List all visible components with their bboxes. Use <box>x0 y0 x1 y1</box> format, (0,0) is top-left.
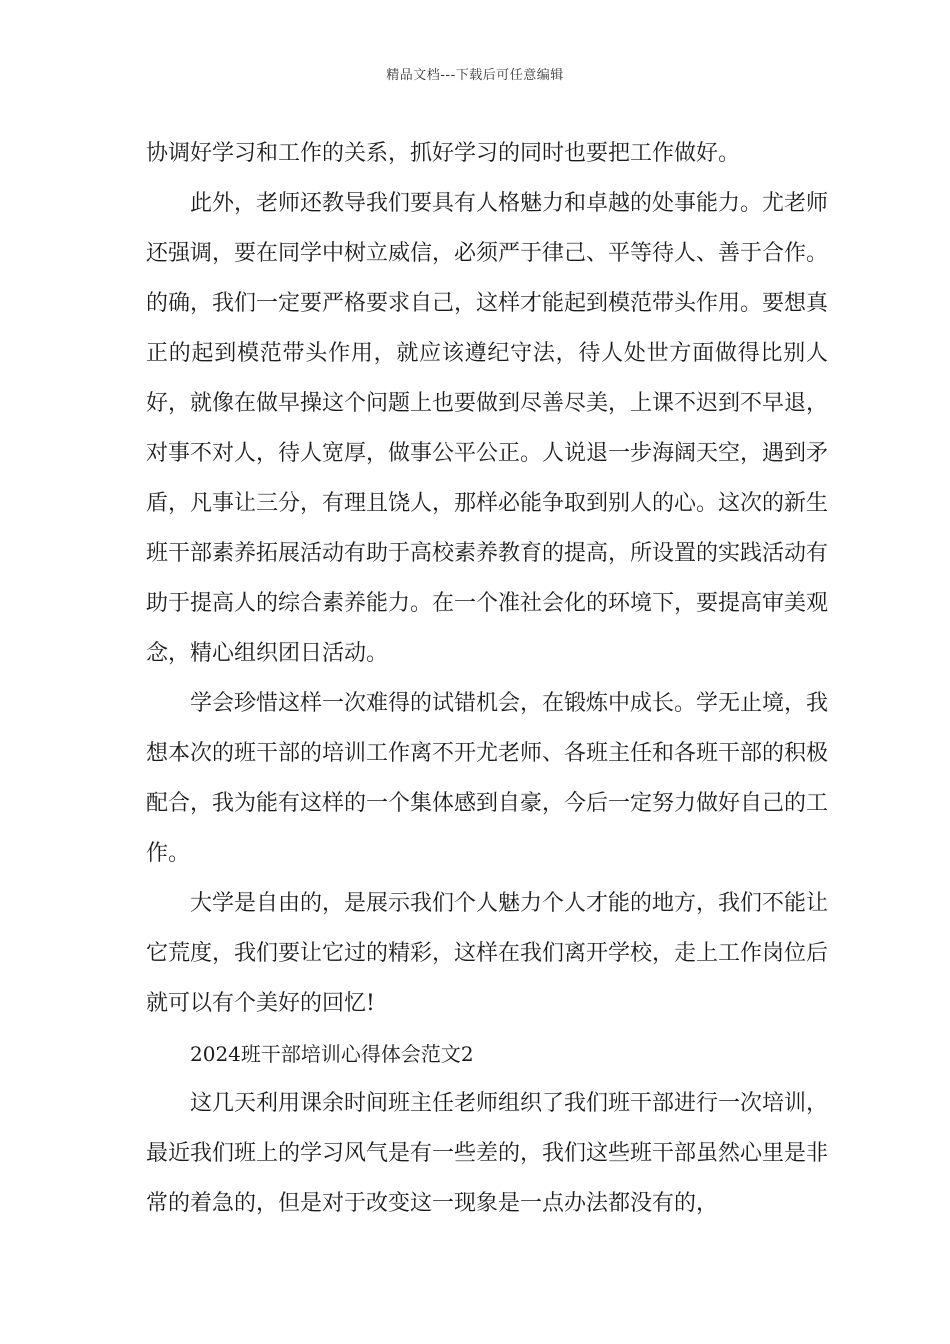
paragraph-continuation: 协调好学习和工作的关系，抓好学习的同时也要把工作做好。 <box>146 141 741 166</box>
document-body <box>146 129 828 1229</box>
paragraph-leadership-charisma: 此外，老师还教导我们要具有人格魅力和卓越的处事能力。尤老师还强调，要在同学中树立威信，必须严于律己、平等待人、善于合作。的确，我们一定要严格要求自己，这样才能起到模范带头作用。要想真正的起到模范带头作用，就应该遵纪守法，待人处世方面做得比别人好，就像在做早操这个问题上也要做到尽善尽美，上课不迟到不早退，对事不对人，待人宽厚，做事公平公正。人说退一步海阔天空，遇到矛盾，凡事让三分，有理且饶人，那样必能争取到别人的心。这次的新生班干部素养拓展活动有助于高校素养教育的提高，所设置的实践活动有助于提高人的综合素养能力。在一个准社会化的环境下，要提高审美观念，精心组织团日活动。 <box>146 191 829 666</box>
page-header: 精品文档---下载后可任意编辑 <box>386 68 564 83</box>
paragraph-cherish-opportunity: 学会珍惜这样一次难得的试错机会，在锻炼中成长。学无止境，我想本次的班干部的培训工作离不开尤老师、各班主任和各班干部的积极配合，我为能有这样的一个集体感到自豪，今后一定努力做好自己的工作。 <box>146 691 829 866</box>
paragraph-training-intro: 这几天利用课余时间班主任老师组织了我们班干部进行一次培训，最近我们班上的学习风气是有一些差的，我们这些班干部虽然心里是非常的着急的，但是对于改变这一现象是一点办法都没有的， <box>146 1091 829 1216</box>
section-title: 2024班干部培训心得体会范文2 <box>190 1042 474 1066</box>
paragraph-university-freedom: 大学是自由的，是展示我们个人魅力个人才能的地方，我们不能让它荒度，我们要让它过的精彩，这样在我们离开学校，走上工作岗位后就可以有个美好的回忆! <box>146 891 829 1016</box>
